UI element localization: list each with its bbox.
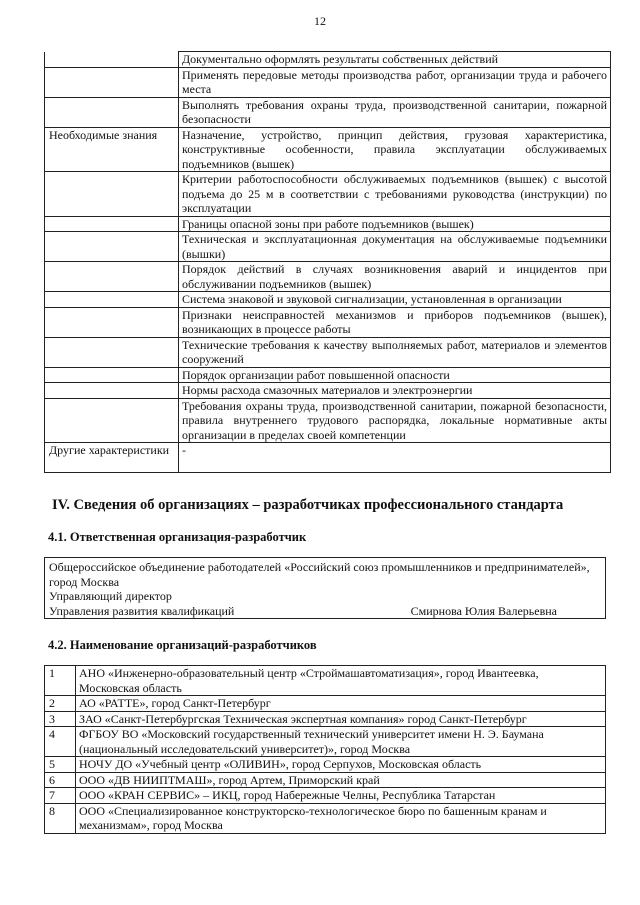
table-row — [45, 727, 606, 757]
skills-knowledge-table — [44, 51, 611, 473]
knowledge-label-cell — [45, 383, 179, 399]
organization-name: ООО «ДВ НИИПТМАШ», город Артем, Приморский край — [76, 772, 606, 788]
responsible-org-box — [44, 557, 606, 619]
skills-label-cell — [45, 97, 179, 127]
table-row — [45, 307, 611, 337]
table-row — [45, 262, 611, 292]
knowledge-label-cell — [45, 262, 179, 292]
knowledge-label-cell — [45, 307, 179, 337]
organization-name: ФГБОУ ВО «Московский государственный технический университет имени Н. Э. Баумана (национальный исследовательский университет)», город Москва — [76, 727, 606, 757]
row-number: 1 — [45, 666, 76, 696]
table-row — [45, 367, 611, 383]
section-title: IV. Сведения об организациях – разработчиках профессионального стандарта — [52, 497, 564, 513]
table-row — [45, 443, 611, 473]
knowledge-label-cell — [45, 337, 179, 367]
table-row — [45, 172, 611, 217]
row-number: 6 — [45, 772, 76, 788]
organization-name: НОЧУ ДО «Учебный центр «ОЛИВИН», город Серпухов, Московская область — [76, 757, 606, 773]
table-row — [45, 803, 606, 833]
knowledge-item: Границы опасной зоны при работе подъемников (вышек) — [179, 216, 611, 232]
responsible-org-heading: 4.1. Ответственная организация-разработчик — [48, 530, 307, 544]
responsible-department: Управления развития квалификаций — [49, 603, 235, 618]
organization-name: ООО «Специализированное конструкторско-технологическое бюро по башенным кранам и механизмам», город Москва — [76, 803, 606, 833]
table-row — [45, 696, 606, 712]
table-row — [45, 337, 611, 367]
knowledge-item: Требования охраны труда, производственной санитарии, пожарной безопасности, правила внутреннего трудового распорядка, локальные нормативные акты организации в пределах своей компетенции — [179, 398, 611, 443]
row-number: 3 — [45, 711, 76, 727]
knowledge-label-cell — [45, 172, 179, 217]
skill-item: Документально оформлять результаты собственных действий — [179, 52, 611, 68]
skill-item: Применять передовые методы производства работ, организации труда и рабочего места — [179, 67, 611, 97]
organization-name: АО «РАТТЕ», город Санкт-Петербург — [76, 696, 606, 712]
knowledge-item: Критерии работоспособности обслуживаемых подъемников (вышек) с высотой подъема до 25 м в соответствии с требованиями руководства (инструкции) по эксплуатации — [179, 172, 611, 217]
table-row — [45, 757, 606, 773]
developers-table — [44, 665, 606, 834]
knowledge-item: Система знаковой и звуковой сигнализации, установленная в организации — [179, 292, 611, 308]
table-row — [45, 97, 611, 127]
knowledge-label-cell — [45, 292, 179, 308]
knowledge-label: Необходимые знания — [45, 127, 179, 172]
table-row — [45, 383, 611, 399]
table-row — [45, 216, 611, 232]
knowledge-item: Техническая и эксплуатационная документация на обслуживаемые подъемники (вышки) — [179, 232, 611, 262]
knowledge-item: Порядок действий в случаях возникновения аварий и инцидентов при обслуживании подъемников (вышек) — [179, 262, 611, 292]
knowledge-item: Признаки неисправностей механизмов и приборов подъемников (вышек), возникающих в процессе работы — [179, 307, 611, 337]
table-row — [45, 772, 606, 788]
table-row — [45, 127, 611, 172]
knowledge-item: Порядок организации работ повышенной опасности — [179, 367, 611, 383]
responsible-signature-row — [49, 604, 601, 619]
organization-name: ЗАО «Санкт-Петербургская Техническая экспертная компания» город Санкт-Петербург — [76, 711, 606, 727]
row-number: 7 — [45, 788, 76, 804]
organization-name: ООО «КРАН СЕРВИС» – ИКЦ, город Набережные Челны, Республика Татарстан — [76, 788, 606, 804]
knowledge-label-cell — [45, 232, 179, 262]
knowledge-item: Нормы расхода смазочных материалов и электроэнергии — [179, 383, 611, 399]
table-row — [45, 67, 611, 97]
other-characteristics-value — [179, 443, 611, 473]
other-characteristics-label: Другие характеристики — [45, 443, 179, 473]
row-number: 8 — [45, 803, 76, 833]
responsible-position: Управляющий директор — [49, 589, 172, 603]
page-number: 12 — [314, 14, 326, 28]
responsible-person: Смирнова Юлия Валерьевна — [410, 603, 557, 618]
skills-label-cell — [45, 67, 179, 97]
table-row — [45, 711, 606, 727]
table-row — [45, 398, 611, 443]
responsible-org-name: Общероссийское объединение работодателей «Российский союз промышленников и предпринимателей», город Москва — [49, 560, 590, 589]
skill-item: Выполнять требования охраны труда, производственной санитарии, пожарной безопасности — [179, 97, 611, 127]
row-number: 4 — [45, 727, 76, 757]
organization-name: АНО «Инженерно-образовательный центр «Строймашавтоматизация», город Ивантеевка, Московская область — [76, 666, 606, 696]
skills-label-cell — [45, 52, 179, 68]
table-row — [45, 292, 611, 308]
knowledge-item: Технические требования к качеству выполняемых работ, материалов и элементов сооружений — [179, 337, 611, 367]
table-row — [45, 666, 606, 696]
row-number: 5 — [45, 757, 76, 773]
knowledge-label-cell — [45, 398, 179, 443]
knowledge-label-cell — [45, 216, 179, 232]
table-row — [45, 788, 606, 804]
table-row — [45, 232, 611, 262]
knowledge-label-cell — [45, 367, 179, 383]
knowledge-item: Назначение, устройство, принцип действия, грузовая характеристика, конструктивные особенности, правила эксплуатации обслуживаемых подъемников (вышек) — [179, 127, 611, 172]
table-row — [45, 52, 611, 68]
dash-value: - — [182, 443, 186, 457]
row-number: 2 — [45, 696, 76, 712]
developers-heading: 4.2. Наименование организаций-разработчиков — [48, 638, 317, 652]
